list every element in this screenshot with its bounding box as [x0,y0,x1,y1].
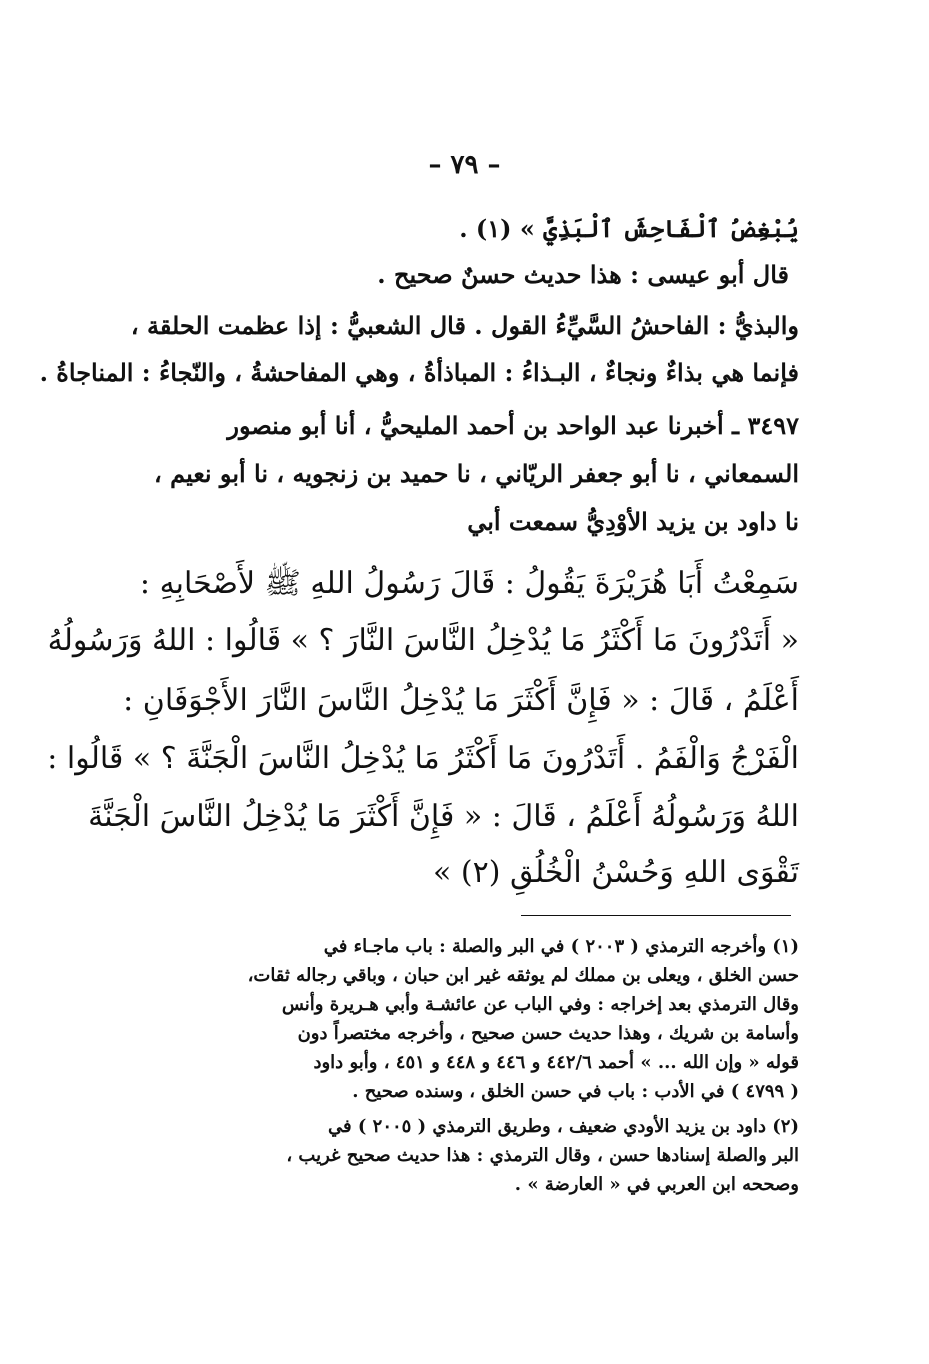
body-line: قال أبو عيسى : هذا حديث حسنٌ صحيح . [377,260,789,289]
page-number: – ٧٩ – [428,150,501,180]
footnote-line: (٢) داود بن يزيد الأودي ضعيف ، وطريق الترمذي ( ٢٠٠٥ ) في [328,1116,799,1137]
footnote-line: (١) وأخرجه الترمذي ( ٢٠٠٣ ) في البر والصلة : باب ماجـاء في [323,936,799,957]
footnote-line: وقال الترمذي بعد إخراجه : وفي الباب عن عائشـة وأبي هـريرة وأنس [281,994,799,1015]
hadith-line: « أَتَدْرُونَ مَا أَكْثَرُ مَا يُدْخِلُ النَّاسَ النَّارَ ؟ » قَالُوا : اللهُ وَرَسُولُهُ [47,623,799,658]
footnote-line: وصححه ابن العربي في « العارضة » . [514,1174,799,1195]
hadith-line: الْفَرْجُ وَالْفَمُ . أَتَدْرُونَ مَا أَكْثَرُ مَا يُدْخِلُ النَّاسَ الْجَنَّةَ ؟ » قَالُوا : [47,741,799,776]
body-line: والبذيُّ : الفاحشُ السَّيِّءُ القول . قال الشعبيُّ : إذا عظمت الحلقة ، [130,311,799,340]
body-line: السمعاني ، نا أبو جعفر الريّاني ، نا حميد بن زنجويه ، نا أبو نعيم ، [154,459,799,488]
body-line: ٣٤٩٧ ـ أخبرنا عبد الواحد بن أحمد المليحيُّ ، أنا أبو منصور [227,411,799,440]
footnote-line: وأسامة بن شريك ، وهذا حديث حسن صحيح ، وأخرجه مختصراً دون [297,1023,799,1044]
footnote-line: البر والصلة إسنادها حسن ، وقال الترمذي : هذا حديث صحيح غريب ، [286,1145,799,1166]
body-line: نا داود بن يزيد الأوْدِيُّ سمعت أبي [467,507,799,536]
footnote-line: ( ٤٧٩٩ ) في الأدب : باب في حسن الخلق ، وسنده صحيح . [352,1081,799,1102]
footnote-divider [521,915,791,916]
footnote-line: قوله « وإن الله ... » أحمد ٤٤٢/٦ و ٤٤٦ و ٤٤٨ و ٤٥١ ، وأبو داود [313,1052,799,1073]
hadith-line: تَقْوَى اللهِ وَحُسْنُ الْخُلُقِ (٢) » [432,855,799,890]
footnote-line: حسن الخلق ، ويعلى بن مملك لم يوثقه غير ابن حبان ، وباقي رجاله ثقات، [247,965,799,986]
hadith-line: سَمِعْتُ أَبَا هُرَيْرَةَ يَقُولُ : قَالَ رَسُولُ اللهِ ﷺ لأَصْحَابِهِ : [139,566,799,601]
hadith-line: أَعْلَمُ ، قَالَ : « فَإِنَّ أَكْثَرَ مَا يُدْخِلُ النَّاسَ النَّارَ الأَجْوَفَانِ : [123,683,799,718]
body-line: يُبْغِضُ ٱلْفَاحِشَ ٱلْبَذِيَّ » (١) . [459,214,799,243]
body-line: فإنما هي بذاءٌ ونجاءٌ ، البـذاءُ : المباذأةُ ، وهي المفاحشةُ ، والنّجاءُ : المناجاةُ . [39,358,799,387]
hadith-line: اللهُ وَرَسُولُهُ أَعْلَمُ ، قَالَ : « فَإِنَّ أَكْثَرَ مَا يُدْخِلُ النَّاسَ الْجَنَّةَ [88,799,799,834]
